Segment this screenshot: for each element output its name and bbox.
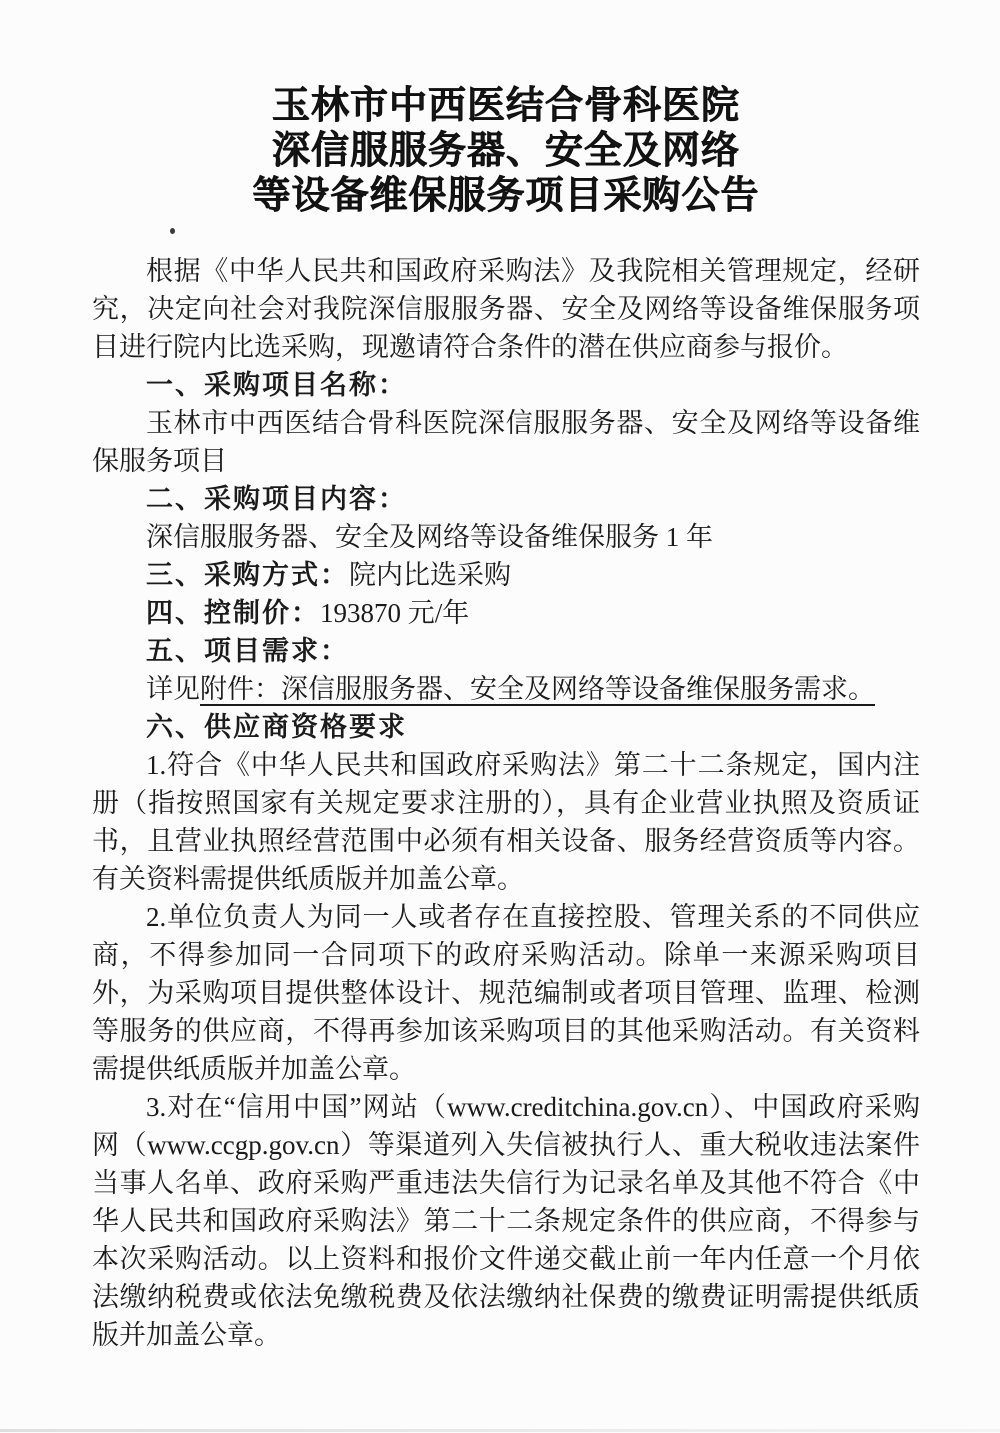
scan-speck-artifact — [170, 228, 175, 234]
section-4-row — [92, 594, 920, 632]
section-6-heading-row — [92, 708, 920, 746]
section-1-body: 玉林市中西医结合骨科医院深信服服务器、安全及网络等设备维保服务项目 — [92, 408, 920, 476]
title-line-2: 深信服服务器、安全及网络 — [271, 130, 740, 172]
section-5-heading-row — [92, 632, 920, 670]
section-3-value: 院内比选采购 — [349, 560, 511, 590]
title-line-1: 玉林市中西医结合骨科医院 — [271, 85, 740, 127]
section-4-heading: 四、控制价： — [146, 598, 320, 628]
section-5-prefix: 详见 — [146, 674, 200, 704]
supplier-requirement-1: 1.符合《中华人民共和国政府采购法》第二十二条规定，国内注册（指按照国家有关规定要求注册的），具有企业营业执照及资质证书，且营业执照经营范围中必须有相关设备、服务经营资质等内容。有关资料需提供纸质版并加盖公章。 — [92, 750, 920, 894]
document-content — [92, 84, 920, 1354]
intro-paragraph: 根据《中华人民共和国政府采购法》及我院相关管理规定，经研究，决定向社会对我院深信服服务器、安全及网络等设备维保服务项目进行院内比选采购，现邀请符合条件的潜在供应商参与报价。 — [92, 256, 920, 362]
section-2-body: 深信服服务器、安全及网络等设备维保服务 1 年 — [146, 522, 713, 552]
section-5-attachment-underlined: 附件：深信服服务器、安全及网络等设备维保服务需求。 — [200, 674, 875, 704]
section-2-heading-row — [92, 480, 920, 518]
supplier-requirement-3: 3.对在“信用中国”网站（www.creditchina.gov.cn）、中国政府采购网（www.ccgp.gov.cn）等渠道列入失信被执行人、重大税收违法案件当事人名单、政府采购严重违法失信行为记录名单及其他不符合《中华人民共和国政府采购法》第二十二条规定条件的供应商，不得参与本次采购活动。以上资料和报价文件递交截止前一年内任意一个月依法缴纳税费或依法免缴税费及依法缴纳社保费的缴费证明需提供纸质版并加盖公章。 — [92, 1092, 920, 1350]
document-title — [92, 84, 920, 219]
section-6-heading: 六、供应商资格要求 — [146, 712, 407, 742]
section-3-heading: 三、采购方式： — [146, 560, 349, 590]
section-4-value: 193870 元/年 — [320, 598, 470, 628]
section-1-heading: 一、采购项目名称： — [146, 370, 407, 400]
section-5-heading: 五、项目需求： — [146, 636, 349, 666]
title-line-3: 等设备维保服务项目采购公告 — [252, 175, 760, 217]
section-5-body — [92, 670, 920, 708]
section-2-heading: 二、采购项目内容： — [146, 484, 407, 514]
section-3-row — [92, 556, 920, 594]
section-1-heading-row — [92, 366, 920, 404]
scan-bottom-edge-artifact — [0, 1429, 1000, 1432]
supplier-requirement-2: 2.单位负责人为同一人或者存在直接控股、管理关系的不同供应商，不得参加同一合同项下的政府采购活动。除单一来源采购项目外，为采购项目提供整体设计、规范编制或者项目管理、监理、检测等服务的供应商，不得再参加该采购项目的其他采购活动。有关资料需提供纸质版并加盖公章。 — [92, 902, 920, 1084]
